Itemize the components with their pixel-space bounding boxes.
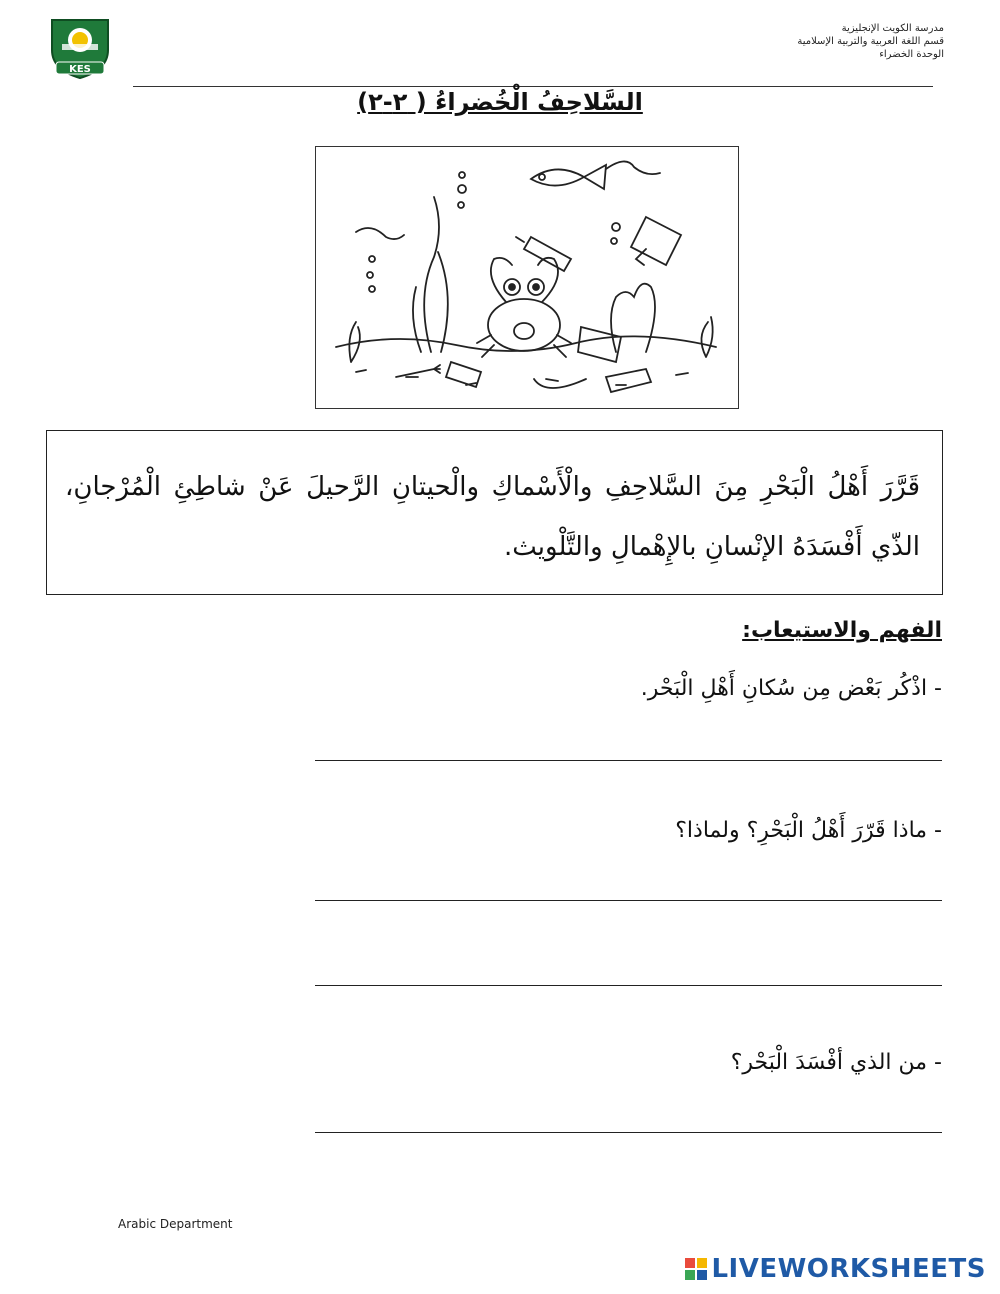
logo-text: KES bbox=[69, 64, 91, 75]
school-name: مدرسة الكويت الإنجليزية bbox=[841, 23, 944, 34]
comprehension-heading: الفهم والاستيعاب: bbox=[742, 618, 942, 643]
liveworksheets-logo-icon bbox=[683, 1256, 709, 1282]
unit-name: الوحدة الخضراء bbox=[879, 49, 944, 60]
question-3: - من الذي أفْسَدَ الْبَحْر؟ bbox=[730, 1050, 942, 1075]
department-name: قسم اللغة العربية والتربية الإسلامية bbox=[797, 36, 944, 47]
header-divider bbox=[133, 86, 933, 87]
answer-line-1[interactable] bbox=[315, 760, 942, 761]
footer-department: Arabic Department bbox=[118, 1217, 233, 1231]
ocean-pollution-illustration bbox=[315, 146, 739, 409]
answer-line-3[interactable] bbox=[315, 1132, 942, 1133]
answer-line-2b[interactable] bbox=[315, 985, 942, 986]
reading-passage: قَرَّرَ أَهْلُ الْبَحْرِ مِنَ السَّلاحِفِ والْأَسْماكِ والْحيتانِ الرَّحيلَ عَنْ شاطِئِ الْمُرْجانِ، الذّي أَفْسَدَهُ الإنْسانِ بالإِهْمالِ والتَّلْويث. bbox=[46, 430, 943, 595]
question-1: - اذْكُر بَعْض مِن سُكانِ أَهْلِ الْبَحْر. bbox=[640, 676, 942, 701]
answer-line-2a[interactable] bbox=[315, 900, 942, 901]
question-2: - ماذا قَرّرَ أَهْلُ الْبَحْرِ؟ ولماذا؟ bbox=[675, 818, 942, 843]
page-title: السَّلاحِفُ الْخُضراءُ ( ٢-٢) bbox=[357, 88, 643, 116]
brand-name: LIVEWORKSHEETS bbox=[711, 1254, 986, 1284]
school-logo bbox=[46, 14, 114, 80]
school-header bbox=[644, 22, 944, 61]
liveworksheets-brand bbox=[683, 1252, 986, 1286]
